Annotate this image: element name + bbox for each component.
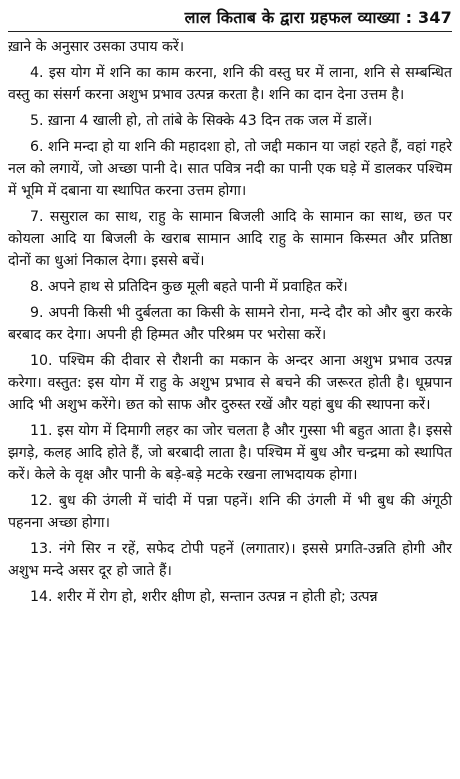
paragraph-item-6: 6. शनि मन्दा हो या शनि की महादशा हो, तो जद्दी मकान या जहां रहते हैं, वहां गहरे नल को लगायें, जो अच्छा पानी दे। सात पवित्र नदी का पानी एक घड़े में डालकर पश्चिम में भूमि में दबाना या स्थापित करना उत्तम होगा। [8, 139, 452, 199]
paragraph-item-5: 5. ख़ाना 4 खाली हो, तो तांबे के सिक्के 43 दिन तक जल में डालें। [30, 113, 373, 129]
paragraph-item-13: 13. नंगे सिर न रहें, सफेद टोपी पहनें (लगातार)। इससे प्रगति-उन्नति होगी और अशुभ मन्दे असर दूर हो जाते हैं। [8, 541, 452, 579]
paragraph-item-12: 12. बुध की उंगली में चांदी में पन्ना पहनें। शनि की उंगली में भी बुध की अंगूठी पहनना अच्छा होगा। [8, 493, 452, 531]
paragraph-item-10: 10. पश्चिम की दीवार से रौशनी का मकान के अन्दर आना अशुभ प्रभाव उत्पन्न करेगा। वस्तुत: इस योग में राहु के अशुभ प्रभाव से बचने की जरूरत होती है। धूम्रपान आदि भी अशुभ करेंगे। छत को साफ और दुरुस्त रखें और यहां बुध की स्थापना करें। [8, 353, 452, 413]
page-body [8, 36, 452, 608]
paragraph-item-4: 4. इस योग में शनि का काम करना, शनि की वस्तु घर में लाना, शनि से सम्बन्धित वस्तु का संसर्ग करना अशुभ प्रभाव उत्पन्न करता है। शनि का दान देना उत्तम है। [8, 65, 452, 103]
paragraph-continuation: ख़ाने के अनुसार उसका उपाय करें। [8, 39, 185, 55]
running-header: लाल किताब के द्वारा ग्रहफल व्याख्या : 347 [8, 8, 452, 32]
paragraph-item-11: 11. इस योग में दिमागी लहर का जोर चलता है और गुस्सा भी बहुत आता है। इससे झगड़े, कलह आदि होते हैं, जो बरबादी लाता है। पश्चिम में बुध और चन्द्रमा को स्थापित करें। केले के वृक्ष और पानी के बड़े-बड़े मटके रखना लाभदायक होगा। [8, 423, 452, 483]
paragraph-item-14: 14. शरीर में रोग हो, शरीर क्षीण हो, सन्तान उत्पन्न न होती हो; उत्पन्न [30, 589, 378, 605]
paragraph-item-9: 9. अपनी किसी भी दुर्बलता का किसी के सामने रोना, मन्दे दौर को और बुरा करके बरबाद कर देगा। अपनी ही हिम्मत और परिश्रम पर भरोसा करें। [8, 305, 452, 343]
paragraph-item-8: 8. अपने हाथ से प्रतिदिन कुछ मूली बहते पानी में प्रवाहित करें। [30, 279, 348, 295]
paragraph-item-7: 7. ससुराल का साथ, राहु के सामान बिजली आदि के सामान का साथ, छत पर कोयला आदि या बिजली के खराब सामान आदि राहु के सामान किस्मत और प्रतिष्ठा दोनों का धुआं निकाल देगा। इससे बचें। [8, 209, 452, 269]
